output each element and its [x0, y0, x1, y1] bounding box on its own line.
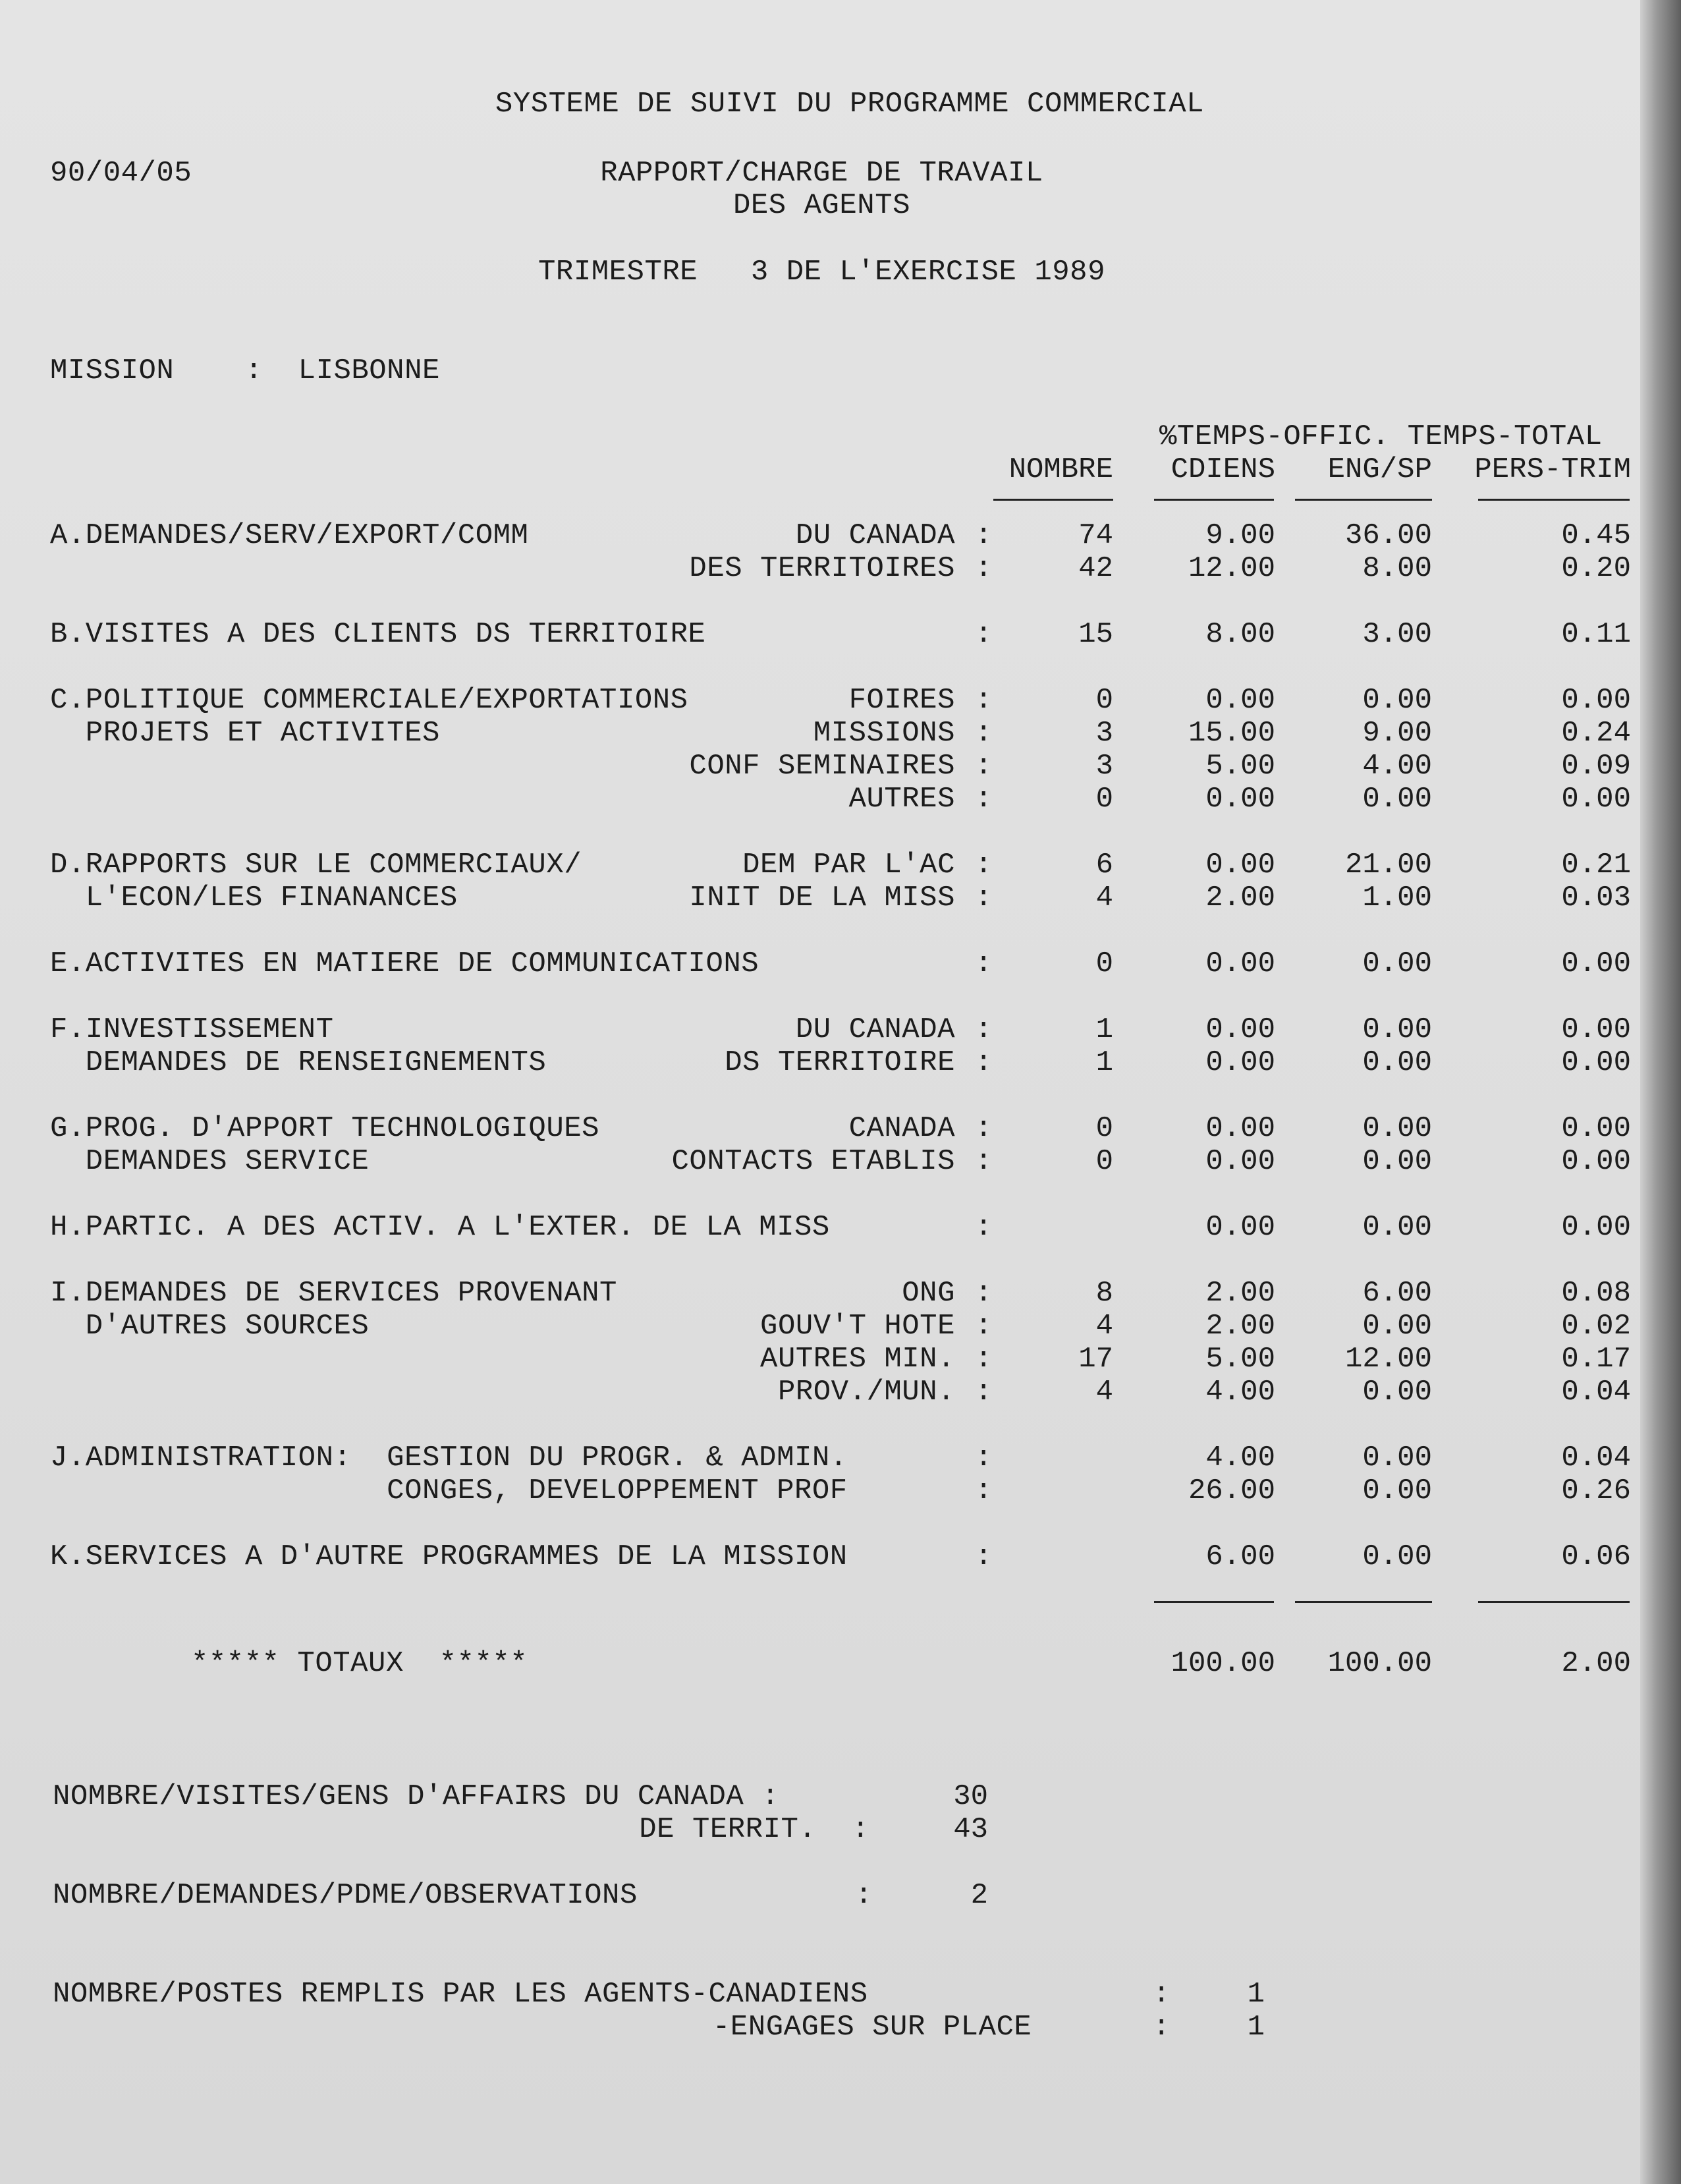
row-cdiens: 0.00 [1205, 947, 1275, 980]
row-colon: : [975, 1343, 993, 1376]
row-nombre: 0 [1095, 1145, 1113, 1178]
row-subcategory: FOIRES [848, 684, 955, 717]
row-cdiens: 5.00 [1205, 1343, 1275, 1376]
engages-colon: : [1153, 2011, 1171, 2044]
row-cdiens: 0.00 [1205, 849, 1275, 882]
row-eng-sp: 36.00 [1344, 519, 1432, 552]
column-underline [1295, 499, 1432, 501]
row-colon: : [975, 1310, 993, 1343]
row-nombre: 17 [1078, 1343, 1113, 1376]
row-nombre: 1 [1095, 1046, 1113, 1079]
row-nombre: 15 [1078, 618, 1113, 651]
row-pers-trim: 0.00 [1561, 1046, 1631, 1079]
row-eng-sp: 0.00 [1362, 1013, 1432, 1046]
row-nombre: 4 [1095, 1376, 1113, 1409]
row-colon: : [975, 1013, 993, 1046]
postes-colon: : [1153, 1978, 1171, 2011]
row-subcategory: CONTACTS ETABLIS [671, 1145, 955, 1178]
row-cdiens: 0.00 [1205, 1145, 1275, 1178]
row-colon: : [975, 882, 993, 914]
row-cdiens: 12.00 [1188, 552, 1275, 585]
row-eng-sp: 4.00 [1362, 750, 1432, 783]
row-cdiens: 4.00 [1205, 1376, 1275, 1409]
row-colon: : [975, 849, 993, 882]
row-cdiens: 0.00 [1205, 1112, 1275, 1145]
row-eng-sp: 0.00 [1362, 684, 1432, 717]
row-pers-trim: 0.08 [1561, 1277, 1631, 1310]
report-title-line-1: RAPPORT/CHARGE DE TRAVAIL [600, 157, 1043, 190]
row-category: PROJETS ET ACTIVITES [50, 717, 440, 750]
row-cdiens: 2.00 [1205, 882, 1275, 914]
row-eng-sp: 8.00 [1362, 552, 1432, 585]
row-colon: : [975, 684, 993, 717]
row-subcategory: DEM PAR L'AC [742, 849, 955, 882]
total-underline [1154, 1601, 1274, 1603]
column-header-cdiens: CDIENS [1171, 453, 1275, 486]
row-subcategory: DU CANADA [795, 1013, 955, 1046]
row-cdiens: 5.00 [1205, 750, 1275, 783]
row-colon: : [975, 1277, 993, 1310]
row-cdiens: 0.00 [1205, 1013, 1275, 1046]
row-pers-trim: 0.20 [1561, 552, 1631, 585]
column-underline [1478, 499, 1630, 501]
row-nombre: 4 [1095, 882, 1113, 914]
row-pers-trim: 0.17 [1561, 1343, 1631, 1376]
row-eng-sp: 0.00 [1362, 1145, 1432, 1178]
row-nombre: 3 [1095, 717, 1113, 750]
mission-name: MISSION : LISBONNE [50, 354, 440, 387]
row-colon: : [975, 783, 993, 816]
visites-territ-value: 43 [953, 1813, 988, 1846]
row-eng-sp: 0.00 [1362, 947, 1432, 980]
row-pers-trim: 0.00 [1561, 1145, 1631, 1178]
row-category: I.DEMANDES DE SERVICES PROVENANT [50, 1277, 617, 1310]
row-category: E.ACTIVITES EN MATIERE DE COMMUNICATIONS [50, 947, 759, 980]
row-eng-sp: 0.00 [1362, 1442, 1432, 1474]
row-category: CONGES, DEVELOPPEMENT PROF [50, 1474, 848, 1507]
row-eng-sp: 3.00 [1362, 618, 1432, 651]
row-eng-sp: 1.00 [1362, 882, 1432, 914]
row-category: K.SERVICES A D'AUTRE PROGRAMMES DE LA MISSION [50, 1540, 848, 1573]
row-category: H.PARTIC. A DES ACTIV. A L'EXTER. DE LA MISS [50, 1211, 830, 1244]
row-pers-trim: 0.04 [1561, 1442, 1631, 1474]
row-eng-sp: 12.00 [1344, 1343, 1432, 1376]
row-subcategory: PROV./MUN. [777, 1376, 955, 1409]
column-underline [1154, 499, 1274, 501]
column-group-header: %TEMPS-OFFIC. TEMPS-TOTAL [1159, 420, 1603, 453]
row-nombre: 0 [1095, 684, 1113, 717]
row-cdiens: 0.00 [1205, 1211, 1275, 1244]
column-header-eng-sp: ENG/SP [1327, 453, 1432, 486]
row-subcategory: AUTRES MIN. [760, 1343, 955, 1376]
row-category: F.INVESTISSEMENT [50, 1013, 334, 1046]
row-pers-trim: 0.04 [1561, 1376, 1631, 1409]
row-pers-trim: 0.00 [1561, 1211, 1631, 1244]
row-category: B.VISITES A DES CLIENTS DS TERRITOIRE [50, 618, 706, 651]
row-pers-trim: 0.26 [1561, 1474, 1631, 1507]
report-period: TRIMESTRE 3 DE L'EXERCISE 1989 [538, 256, 1105, 289]
row-subcategory: DES TERRITOIRES [689, 552, 955, 585]
row-cdiens: 2.00 [1205, 1277, 1275, 1310]
row-pers-trim: 0.21 [1561, 849, 1631, 882]
engages-label: -ENGAGES SUR PLACE [713, 2011, 1032, 2044]
row-eng-sp: 6.00 [1362, 1277, 1432, 1310]
visites-canada-value: 30 [953, 1780, 988, 1813]
row-nombre: 3 [1095, 750, 1113, 783]
pdme-value: 2 [970, 1879, 988, 1912]
totals-label: ***** TOTAUX ***** [191, 1647, 528, 1680]
row-eng-sp: 0.00 [1362, 783, 1432, 816]
postes-label: NOMBRE/POSTES REMPLIS PAR LES AGENTS-CANADIENS [53, 1978, 868, 2011]
row-nombre: 1 [1095, 1013, 1113, 1046]
row-subcategory: DS TERRITOIRE [725, 1046, 955, 1079]
row-subcategory: AUTRES [848, 783, 955, 816]
row-eng-sp: 21.00 [1344, 849, 1432, 882]
row-pers-trim: 0.09 [1561, 750, 1631, 783]
row-nombre: 74 [1078, 519, 1113, 552]
page-edge-shadow [1640, 0, 1681, 2184]
total-pers-trim: 2.00 [1561, 1647, 1631, 1680]
row-colon: : [975, 519, 993, 552]
row-cdiens: 0.00 [1205, 783, 1275, 816]
row-subcategory: DU CANADA [795, 519, 955, 552]
row-nombre: 4 [1095, 1310, 1113, 1343]
total-eng-sp: 100.00 [1327, 1647, 1432, 1680]
row-nombre: 0 [1095, 1112, 1113, 1145]
row-eng-sp: 0.00 [1362, 1112, 1432, 1145]
row-eng-sp: 0.00 [1362, 1211, 1432, 1244]
row-subcategory: INIT DE LA MISS [689, 882, 955, 914]
row-pers-trim: 0.00 [1561, 684, 1631, 717]
column-underline [993, 499, 1113, 501]
row-cdiens: 9.00 [1205, 519, 1275, 552]
row-nombre: 42 [1078, 552, 1113, 585]
pdme-colon: : [855, 1879, 873, 1912]
row-cdiens: 15.00 [1188, 717, 1275, 750]
row-category: A.DEMANDES/SERV/EXPORT/COMM [50, 519, 529, 552]
row-nombre: 0 [1095, 783, 1113, 816]
row-eng-sp: 9.00 [1362, 717, 1432, 750]
row-pers-trim: 0.00 [1561, 783, 1631, 816]
row-colon: : [975, 1474, 993, 1507]
row-colon: : [975, 947, 993, 980]
row-cdiens: 0.00 [1205, 1046, 1275, 1079]
total-underline [1478, 1601, 1630, 1603]
row-cdiens: 6.00 [1205, 1540, 1275, 1573]
row-colon: : [975, 1376, 993, 1409]
row-colon: : [975, 1540, 993, 1573]
column-header-nombre: NOMBRE [1008, 453, 1113, 486]
row-cdiens: 2.00 [1205, 1310, 1275, 1343]
visites-label: NOMBRE/VISITES/GENS D'AFFAIRS DU CANADA : [53, 1780, 780, 1813]
row-category: D.RAPPORTS SUR LE COMMERCIAUX/ [50, 849, 582, 882]
row-pers-trim: 0.00 [1561, 1013, 1631, 1046]
row-colon: : [975, 1211, 993, 1244]
row-colon: : [975, 1442, 993, 1474]
pdme-label: NOMBRE/DEMANDES/PDME/OBSERVATIONS [53, 1879, 638, 1912]
row-cdiens: 4.00 [1205, 1442, 1275, 1474]
row-colon: : [975, 552, 993, 585]
row-colon: : [975, 1046, 993, 1079]
row-pers-trim: 0.02 [1561, 1310, 1631, 1343]
row-subcategory: CANADA [848, 1112, 955, 1145]
row-subcategory: GOUV'T HOTE [760, 1310, 955, 1343]
row-eng-sp: 0.00 [1362, 1310, 1432, 1343]
row-pers-trim: 0.24 [1561, 717, 1631, 750]
report-title-line-2: DES AGENTS [732, 189, 911, 222]
row-pers-trim: 0.00 [1561, 947, 1631, 980]
postes-canadiens-value: 1 [1247, 1978, 1265, 2011]
total-underline [1295, 1601, 1432, 1603]
row-nombre: 0 [1095, 947, 1113, 980]
row-pers-trim: 0.06 [1561, 1540, 1631, 1573]
row-pers-trim: 0.45 [1561, 519, 1631, 552]
row-colon: : [975, 1112, 993, 1145]
report-date: 90/04/05 [50, 157, 192, 190]
row-category: L'ECON/LES FINANANCES [50, 882, 458, 914]
row-cdiens: 0.00 [1205, 684, 1275, 717]
row-nombre: 6 [1095, 849, 1113, 882]
total-cdiens: 100.00 [1171, 1647, 1275, 1680]
row-colon: : [975, 1145, 993, 1178]
row-eng-sp: 0.00 [1362, 1474, 1432, 1507]
row-category: C.POLITIQUE COMMERCIALE/EXPORTATIONS [50, 684, 688, 717]
row-category: DEMANDES DE RENSEIGNEMENTS [50, 1046, 547, 1079]
territ-label: DE TERRIT. : [639, 1813, 869, 1846]
row-colon: : [975, 717, 993, 750]
row-pers-trim: 0.00 [1561, 1112, 1631, 1145]
column-header-pers-trim: PERS-TRIM [1474, 453, 1631, 486]
row-cdiens: 26.00 [1188, 1474, 1275, 1507]
row-subcategory: MISSIONS [813, 717, 955, 750]
system-title: SYSTEME DE SUIVI DU PROGRAMME COMMERCIAL [495, 88, 1205, 121]
row-subcategory: CONF SEMINAIRES [689, 750, 955, 783]
row-colon: : [975, 750, 993, 783]
row-cdiens: 8.00 [1205, 618, 1275, 651]
row-colon: : [975, 618, 993, 651]
row-category: J.ADMINISTRATION: GESTION DU PROGR. & ADMIN. [50, 1442, 848, 1474]
row-eng-sp: 0.00 [1362, 1376, 1432, 1409]
row-category: D'AUTRES SOURCES [50, 1310, 370, 1343]
row-category: DEMANDES SERVICE [50, 1145, 370, 1178]
row-nombre: 8 [1095, 1277, 1113, 1310]
row-eng-sp: 0.00 [1362, 1046, 1432, 1079]
row-eng-sp: 0.00 [1362, 1540, 1432, 1573]
row-category: G.PROG. D'APPORT TECHNOLOGIQUES [50, 1112, 600, 1145]
row-subcategory: ONG [902, 1277, 955, 1310]
row-pers-trim: 0.11 [1561, 618, 1631, 651]
row-pers-trim: 0.03 [1561, 882, 1631, 914]
postes-engages-value: 1 [1247, 2011, 1265, 2044]
